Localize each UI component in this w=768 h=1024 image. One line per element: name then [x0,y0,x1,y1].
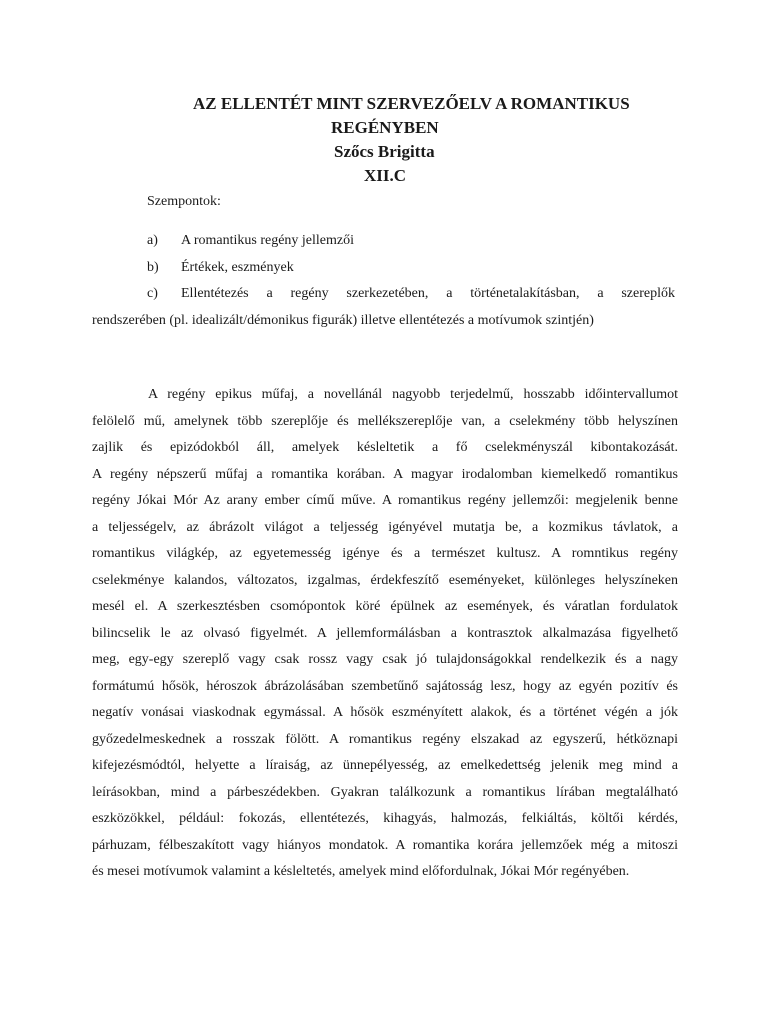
paragraph-line: A regény epikus műfaj, a novellánál nagyobb terjedelmű, hosszabb időintervallumot [148,387,678,402]
paragraph-line: regény Jókai Mór Az arany ember című műve. A romantikus regény jellemzői: megjelenik benne [92,493,678,508]
criteria-text: Értékek, eszmények [181,260,294,275]
criteria-text: Ellentétezés a regény szerkezetében, a történetalakításban, a szereplők [181,286,675,301]
paragraph-line: a teljességelv, az ábrázolt világot a teljesség igényével mutatja be, a kozmikus távlatok, a [92,519,678,535]
document-title-line-1: AZ ELLENTÉT MINT SZERVEZŐELV A ROMANTIKUS [193,94,630,113]
paragraph-line: A regény népszerű műfaj a romantika korában. A magyar irodalomban kiemelkedő romantikus [92,466,678,482]
criteria-heading: Szempontok: [147,194,221,209]
paragraph-line: és mesei motívumok valamint a késleltetés, amelyek mind előfordulnak, Jókai Mór regényében. [92,864,630,879]
criteria-marker: a) [147,233,158,248]
paragraph-line: meg, egy-egy szereplő vagy csak rossz vagy csak jó tulajdonságokkal rendelkezik és a nagy [92,652,678,667]
class-label: XII.C [364,166,407,185]
criteria-marker: c) [147,286,158,301]
paragraph-line: cselekménye kalandos, változatos, izgalmas, érdekfeszítő eseményeket, különleges helyszíneken [92,572,678,588]
criteria-text-continuation: rendszerében (pl. idealizált/démonikus figurák) illetve ellentétezés a motívumok szintjén) [92,313,594,328]
body-paragraph [92,382,678,886]
paragraph-line: győzedelmeskednek a rosszak fölött. A romantikus regény elszakad az egyszerű, hétköznapi [92,731,678,747]
paragraph-line: kifejezésmódtól, helyette a líraiság, az ünnepélyesség, az emelkedettség jelenik meg mind a [92,758,678,773]
document-title-line-2: REGÉNYBEN [331,118,439,137]
paragraph-line: negatív vonásai viaskodnak egymással. A hősök eszményített alakok, és a történet végén a jók [92,705,678,720]
paragraph-line: zajlik és epizódokból áll, amelyek késleltetik a fő cselekményszál kibontakozását. [92,440,678,455]
paragraph-line: felölelő mű, amelynek több szereplője és mellékszereplője van, a cselekmény több helyszínen [92,413,678,429]
paragraph-line: eszközökkel, például: fokozás, ellentétezés, kihagyás, halmozás, felkiáltás, költői kérdés, [92,811,678,826]
paragraph-line: párhuzam, félbeszakított vagy hiányos mondatok. A romantika korára jellemzőek még a mitoszi [92,837,678,853]
criteria-text: A romantikus regény jellemzői [181,233,355,248]
paragraph-line: romantikus világkép, az egyetemesség igénye és a természet kultusz. A romntikus regény [92,546,678,561]
paragraph-line: leírásokban, mind a párbeszédekben. Gyakran találkozunk a romantikus lírában megtalálható [92,784,678,800]
paragraph-line: formátumú hősök, héroszok ábrázolásában szembetűnő sajátosság lesz, hogy az egyén pozitív és [92,678,678,694]
paragraph-line: mesél el. A szerkesztésben csomópontok köré épülnek az események, és váratlan fordulatok [92,599,678,614]
paragraph-line: bilincselik le az olvasó figyelmét. A jellemformálásban a kontrasztok alkalmazása figyelhető [92,625,678,641]
author-name: Szőcs Brigitta [334,142,435,161]
criteria-marker: b) [147,260,159,275]
